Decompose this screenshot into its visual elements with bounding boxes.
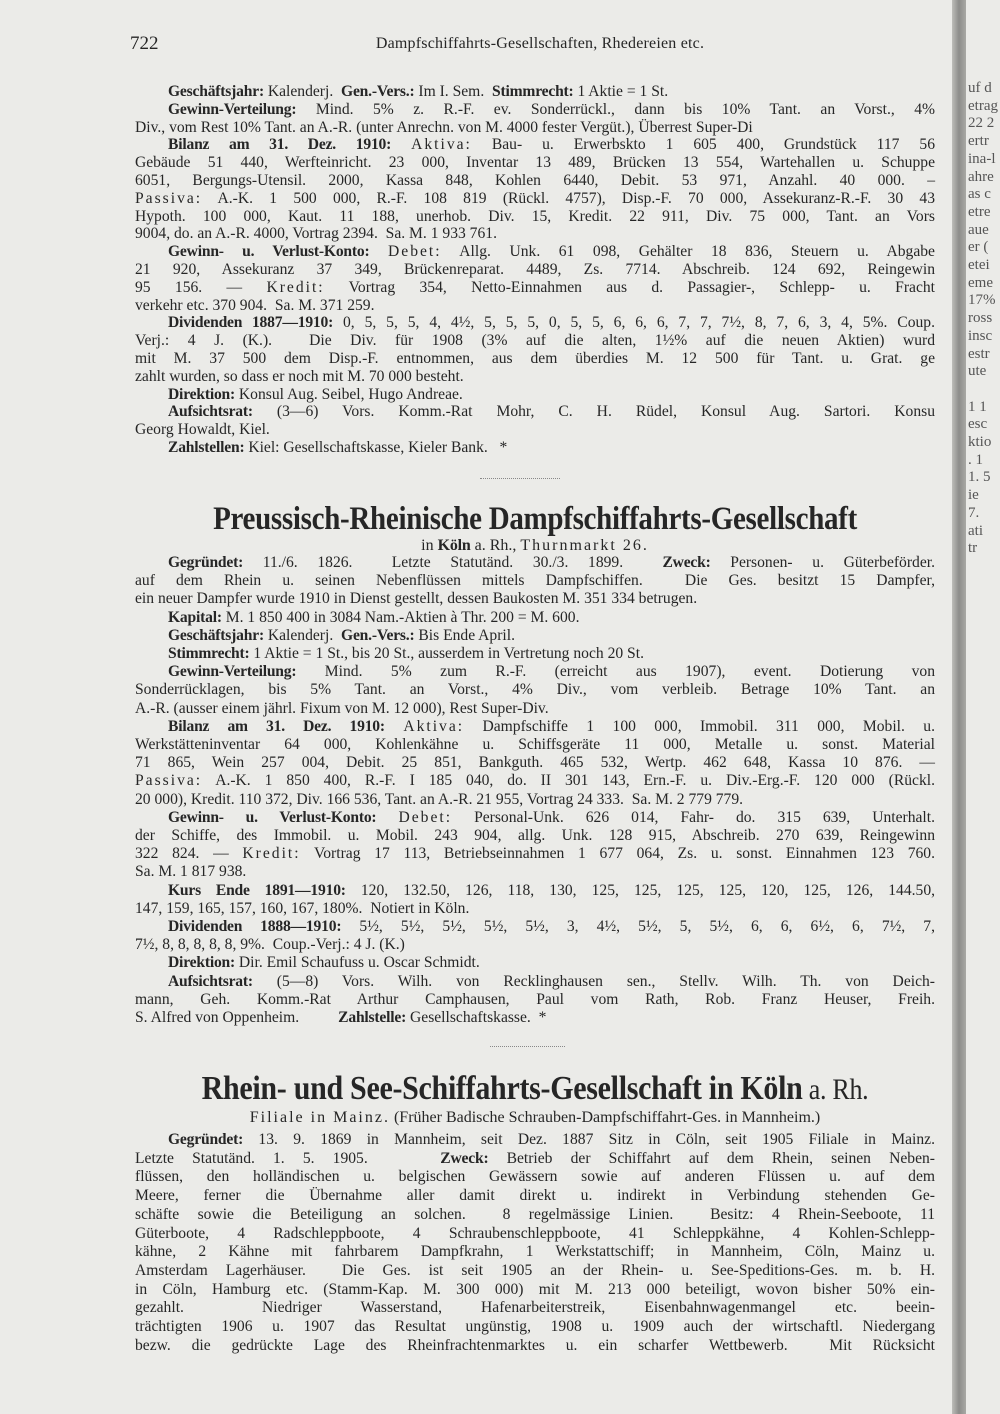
text-run: schäfte sowie die Beteiligung an solchen. 8 regelmässige Linien. Besitz: 4 Rhein-Seeboote, 11: [135, 1205, 935, 1223]
text-line: [135, 368, 935, 386]
text-line: [135, 1243, 935, 1262]
paragraph: [135, 645, 935, 663]
paragraph: [135, 809, 935, 882]
text-run: Letzte Statutänd. 1. 5. 1905.: [135, 1149, 441, 1167]
paragraph: [135, 609, 935, 627]
text-line: [135, 136, 935, 154]
text-run: [385, 718, 403, 735]
field-label: Stimmrecht:: [168, 645, 250, 663]
text-line: [135, 845, 935, 863]
text-line: [135, 663, 935, 681]
paragraph: [135, 314, 935, 385]
text-run: Div., vom Rest 10% Tant. an A.-R. (unter Anrechn. von M. 4000 fester Vergüt.), Überrest Super-Di: [135, 118, 753, 136]
text-run: auf dem Rhein u. seinen Nebenflüssen mittels Dampfschiffen. Die Ges. besitzt 15 Dampfer,: [135, 572, 935, 590]
text-run: 147, 159, 165, 157, 160, 167, 180%. Notiert in Köln.: [135, 899, 470, 917]
edge-fragment: 7.: [968, 504, 980, 521]
text-run: Meere, ferner die Übernahme aller damit direkt u. indirekt in Verbindung stehenden Ge-: [135, 1187, 935, 1205]
text-run: mann, Geh. Komm.-Rat Arthur Camphausen, Paul vom Rath, Rob. Franz Heuser, Freih.: [135, 990, 935, 1008]
divider: [490, 1046, 565, 1047]
text-line: [135, 991, 935, 1009]
text-run: 322 824. —: [135, 845, 243, 863]
text-line: [135, 154, 935, 172]
edge-fragment: etre: [968, 203, 991, 220]
text-run: zahlt wurden, so dass er noch mit M. 70 000 besteht.: [135, 367, 464, 385]
paragraph: [135, 1131, 935, 1355]
text-line: [135, 83, 935, 101]
text-line: [135, 918, 935, 936]
field-label: Geschäftsjahr:: [168, 83, 264, 100]
spaced-label: Kredit:: [242, 845, 301, 863]
text-run: Werkstätteninventar 64 000, Kohlenkähne u. Schiffsgeräte 11 000, Metalle u. sonst. Material: [135, 736, 935, 754]
text-run: A.-K. 1 500 000, R.-F. 108 819 (Rückl. 4757), Disp.-F. 70 000, Assekuranz-R.-F. 30 43: [202, 189, 935, 207]
field-label: Gewinn-Verteilung:: [168, 100, 297, 118]
text-run: Gebäude 51 440, Werfteinricht. 23 000, Inventar 13 489, Brücken 13 554, Wartehallen u. Schuppe: [135, 154, 935, 172]
text-run: 7½, 8, 8, 8, 8, 8, 9%. Coup.-Verj.: 4 J. (K.): [135, 936, 405, 954]
text-line: [135, 1131, 935, 1150]
text-line: [135, 1299, 935, 1318]
text-line: [135, 332, 935, 350]
title-main: Rhein- und See-Schiffahrts-Gesellschaft in Köln: [201, 1069, 803, 1107]
edge-fragment: ute: [968, 363, 987, 380]
entry-preussisch-rheinische: [135, 554, 935, 1027]
text-run: der Schiffe, des Immobil. u. Mobil. 243 904, allg. Unk. 128 915, Abschreib. 270 639, Reingewinn: [135, 827, 935, 845]
text-line: [135, 119, 935, 137]
edge-fragment: etrag: [968, 97, 998, 114]
field-label: Stimmrecht:: [492, 83, 574, 100]
text-line: [135, 1337, 935, 1356]
text-run: Betrieb der Schiffahrt auf dem Rhein, seinen Neben-: [488, 1149, 936, 1167]
text-run: [391, 136, 411, 153]
text-run: [376, 809, 398, 826]
edge-fragment: ross: [968, 310, 993, 327]
text-line: [135, 863, 935, 881]
entry-rhein-und-see: [135, 1131, 935, 1355]
text-run: (3—6) Vors. Komm.-Rat Mohr, C. H. Rüdel, Konsul Aug. Sartori. Konsu: [252, 403, 935, 421]
edge-fragment: er (: [968, 239, 989, 256]
field-label: Kurs Ende 1891—1910:: [168, 881, 346, 899]
text-run: 11./6. 1826. Letzte Statutänd. 30./3. 1899.: [243, 554, 663, 571]
subtitle-prefix: in: [421, 537, 438, 554]
paragraph: [135, 718, 935, 809]
text-run: (5—8) Vors. Wilh. von Recklinghausen sen., Stellv. Wilh. Th. von Deich-: [252, 972, 935, 990]
text-line: [135, 386, 935, 404]
text-line: [135, 754, 935, 772]
paragraph: [135, 627, 935, 645]
text-run: 5½, 5½, 5½, 5½, 5½, 3, 4½, 5½, 5, 5½, 6, 6, 6½, 6, 7½, 7,: [341, 918, 936, 936]
text-run: Bis Ende April.: [414, 626, 515, 644]
text-line: [135, 900, 935, 918]
edge-fragment: 1. 5: [968, 469, 991, 486]
entry-subtitle: [135, 1109, 935, 1127]
text-line: [135, 439, 935, 457]
field-label: Gegründet:: [168, 1131, 244, 1148]
text-line: [135, 261, 935, 279]
divider: [480, 478, 560, 479]
text-run: Kiel: Gesellschaftskasse, Kieler Bank. *: [244, 438, 508, 456]
field-label: Aufsichtsrat:: [168, 403, 253, 421]
field-label: Zweck:: [662, 554, 711, 571]
field-label: Direktion:: [168, 954, 236, 972]
text-line: [135, 350, 935, 368]
text-run: bezw. die gedrückte Lage des Rheinfrachtenmarktes u. ein scharfer Wettbewerb. Mit Rücksicht: [135, 1336, 935, 1354]
text-run: 20 000), Kredit. 110 372, Div. 166 536, Tant. an A.-R. 21 955, Vortrag 24 333. Sa. M. 2 779 779.: [135, 790, 744, 808]
text-line: [135, 681, 935, 699]
text-line: [135, 243, 935, 261]
paragraph: [135, 101, 935, 137]
field-label: Gewinn-Verteilung:: [168, 663, 297, 681]
field-label: Gen.-Vers.:: [341, 626, 415, 644]
field-label: Gegründet:: [168, 554, 244, 571]
text-line: [135, 572, 935, 590]
paragraph: [135, 136, 935, 243]
text-line: [135, 1009, 935, 1027]
field-label: Aufsichtsrat:: [168, 972, 253, 990]
spaced-label: Aktiva:: [403, 717, 465, 735]
text-run: flüssen, den holländischen u. belgischen Gewässern sowie auf anderen Flüssen u. auf dem: [135, 1168, 935, 1186]
text-run: 120, 132.50, 126, 118, 130, 125, 125, 125, 125, 120, 125, 126, 144.50,: [345, 881, 936, 899]
text-line: [135, 973, 935, 991]
text-line: [135, 1281, 935, 1300]
edge-fragment: ie: [968, 487, 979, 504]
text-run: Im I. Sem.: [414, 83, 493, 100]
edge-fragment: esc: [968, 416, 988, 433]
text-line: [135, 736, 935, 754]
paragraph: [135, 439, 935, 457]
field-label: Dividenden 1888—1910:: [168, 918, 342, 936]
field-label: Gewinn- u. Verlust-Konto:: [168, 243, 370, 261]
text-run: 1 Aktie = 1 St., bis 20 St., ausserdem in Vertretung noch 20 St.: [249, 645, 644, 663]
text-run: Kalenderj.: [263, 83, 342, 100]
text-line: [135, 1206, 935, 1225]
subtitle-mid: a. Rh.,: [470, 537, 521, 554]
subtitle-city: Köln: [437, 537, 471, 554]
text-run: 71 865, Wein 257 004, Debit. 25 851, Bankguth. 465 532, Wertp. 462 648, Kassa 10 876. —: [135, 754, 935, 772]
text-run: ein neuer Dampfer wurde 1910 in Dienst gestellt, dessen Baukosten M. 351 334 betrugen.: [135, 590, 698, 608]
text-run: 6051, Bergungs-Utensil. 2000, Kassa 848, Kohlen 6440, Debit. 53 971, Anzahl. 40 000. –: [135, 171, 935, 189]
text-line: [135, 827, 935, 845]
text-line: [135, 297, 935, 315]
field-label: Direktion:: [168, 385, 236, 403]
text-run: gezahlt. Niedriger Wasserstand, Hafenarbeiterstreik, Eisenbahnwagenmangel etc. beein-: [135, 1299, 935, 1317]
page-edge-shadow: [952, 0, 966, 1414]
text-line: [135, 225, 935, 243]
edge-fragment: aue: [968, 221, 989, 238]
paragraph: [135, 386, 935, 404]
next-page-fragments: [968, 80, 1000, 558]
edge-fragment: 22 2: [968, 115, 995, 132]
text-line: [135, 101, 935, 119]
entry-subtitle: [135, 537, 935, 555]
text-run: M. 1 850 400 in 3084 Nam.-Aktien à Thr. 200 = M. 600.: [221, 608, 580, 626]
text-line: [135, 1262, 935, 1281]
edge-fragment: ahre: [968, 168, 994, 185]
text-line: [135, 1318, 935, 1337]
text-line: [135, 627, 935, 645]
text-line: [135, 314, 935, 332]
edge-fragment: as c: [968, 186, 991, 203]
text-line: [135, 554, 935, 572]
edge-fragment: 17%: [968, 292, 996, 309]
field-label: Gewinn- u. Verlust-Konto:: [168, 808, 377, 826]
edge-fragment: estr: [968, 345, 990, 362]
field-label: Bilanz am 31. Dez. 1910:: [168, 136, 392, 154]
text-run: Georg Howaldt, Kiel.: [135, 421, 270, 439]
text-line: [135, 882, 935, 900]
text-line: [135, 190, 935, 208]
paragraph: [135, 83, 935, 101]
text-run: Personen- u. Güterbeförder.: [710, 554, 935, 571]
text-line: [135, 718, 935, 736]
text-run: 13. 9. 1869 in Mannheim, seit Dez. 1887 Sitz in Cöln, seit 1905 Filiale in Mainz.: [243, 1131, 935, 1148]
text-run: Hypoth. 100 000, Kaut. 11 188, unerhob. Div. 15, Kredit. 22 911, Div. 75 000, Tant. an Vors: [135, 207, 935, 225]
text-run: kähne, 2 Kähne mit fahrbarem Dampfkrahn, 1 Werkstattschiff; in Mannheim, Cöln, Mainz u.: [135, 1243, 935, 1261]
edge-fragment: eme: [968, 274, 993, 291]
edge-fragment: tr: [968, 540, 978, 557]
page-number: 722: [130, 33, 159, 54]
text-run: Vortrag 354, Netto-Einnahmen aus d. Passagier-, Schlepp- u. Fracht: [324, 278, 935, 296]
text-run: Allg. Unk. 61 098, Gehälter 18 836, Steuern u. Abgabe: [441, 243, 935, 261]
subtitle-former-name: (Früher Badische Schrauben-Dampfschiffahrt-Ges. in Mannheim.): [389, 1109, 821, 1126]
text-run: Bau- u. Erwerbskto 1 605 400, Grundstück 117 56: [471, 136, 935, 154]
paragraph: [135, 663, 935, 718]
spaced-label: Debet:: [398, 808, 453, 826]
field-label: Bilanz am 31. Dez. 1910:: [168, 717, 385, 735]
paragraph: [135, 973, 935, 1028]
field-label: Gen.-Vers.:: [341, 83, 415, 100]
running-title: Dampfschiffahrts-Gesellschaften, Rhedereien etc.: [375, 35, 705, 52]
text-line: [135, 936, 935, 954]
paragraph: [135, 954, 935, 972]
field-label: Zahlstelle:: [338, 1009, 407, 1027]
paragraph: [135, 243, 935, 314]
text-run: Amsterdam Lagerhäuser. Die Ges. ist seit 1905 an der Rhein- u. See-Speditions-Ges. m. b. H.: [135, 1261, 935, 1279]
edge-fragment: ina-l: [968, 150, 996, 167]
edge-fragment: ati: [968, 522, 983, 539]
paragraph: [135, 918, 935, 954]
text-line: [135, 1168, 935, 1187]
subtitle-branch: Filiale in Mainz.: [249, 1109, 390, 1126]
title-suffix: a. Rh.: [802, 1073, 869, 1106]
text-run: Sonderrücklagen, bis 5% Tant. an Vorst., 4% Div., vom verbleib. Betrage 10% Tant. an: [135, 681, 935, 699]
field-label: Dividenden 1887—1910:: [168, 314, 334, 332]
edge-fragment: 1 1: [968, 398, 987, 415]
field-label: Kapital:: [168, 608, 222, 626]
paragraph: [135, 403, 935, 439]
edge-fragment: uf d: [968, 80, 992, 96]
entry-title-rhein-und-see: [135, 1070, 935, 1108]
field-label: Zahlstellen:: [168, 438, 245, 456]
edge-fragment: . 1: [968, 451, 983, 468]
edge-fragment: [968, 381, 1000, 399]
spaced-label: Aktiva:: [411, 136, 472, 154]
text-line: [135, 279, 935, 297]
edge-fragment: ertr: [968, 133, 989, 150]
text-run: Dir. Emil Schaufuss u. Oscar Schmidt.: [235, 954, 480, 972]
text-line: [135, 700, 935, 718]
text-line: [135, 421, 935, 439]
paragraph: [135, 882, 935, 918]
edge-fragment: insc: [968, 327, 993, 344]
text-run: trächtigten 1906 u. 1907 das Resultat ungünstig, 1908 u. 1909 auch der wirtschaftl. Niedergang: [135, 1318, 935, 1336]
text-line: [135, 1150, 935, 1169]
text-run: Vortrag 17 113, Betriebseinnahmen 1 677 064, Zs. u. sonst. Einnahmen 123 760.: [300, 845, 936, 863]
paragraph: [135, 554, 935, 609]
text-line: [135, 809, 935, 827]
text-line: [135, 772, 935, 790]
text-run: [369, 243, 388, 260]
text-run: 95 156. —: [135, 278, 267, 296]
entry-kiel-company: [135, 83, 935, 457]
text-line: [135, 403, 935, 421]
entry-title-preussisch-rheinische: Preussisch-Rheinische Dampfschiffahrts-Gesellschaft: [213, 501, 857, 537]
spaced-label: Passiva:: [135, 772, 203, 790]
field-label: Geschäftsjahr:: [168, 626, 264, 644]
text-line: [135, 208, 935, 226]
text-run: Gesellschaftskasse. *: [406, 1009, 547, 1027]
edge-fragment: ktio: [968, 434, 992, 451]
text-run: Dampfschiffe 1 100 000, Immobil. 311 000, Mobil. u.: [464, 717, 935, 735]
text-run: 9004, do. an A.-R. 4000, Vortrag 2394. Sa. M. 1 933 761.: [135, 225, 497, 243]
subtitle-street: Thurnmarkt 26.: [520, 537, 649, 554]
text-run: Personal-Unk. 626 014, Fahr- do. 315 639, Unterhalt.: [452, 808, 935, 826]
text-line: [135, 609, 935, 627]
text-run: Güterboote, 4 Radschleppboote, 4 Schraubenschleppboote, 41 Schleppkähne, 4 Kohlen-Schlepp-: [135, 1224, 935, 1242]
text-run: S. Alfred von Oppenheim.: [135, 1009, 339, 1027]
edge-fragment: etei: [968, 257, 990, 274]
text-run: Konsul Aug. Seibel, Hugo Andreae.: [235, 385, 463, 403]
text-line: [135, 954, 935, 972]
text-run: A.-K. 1 850 400, R.-F. I 185 040, do. II 301 143, Ern.-F. u. Div.-Erg.-F. 120 000 (Rückl.: [202, 772, 935, 790]
text-line: [135, 1225, 935, 1244]
text-line: [135, 590, 935, 608]
text-run: Mind. 5% z. R.-F. ev. Sonderrückl., dann bis 10% Tant. an Vorst., 4%: [296, 100, 935, 118]
text-run: 0, 5, 5, 5, 4, 4½, 5, 5, 5, 0, 5, 5, 6, 6, 6, 7, 7, 7½, 8, 7, 6, 3, 4, 5%. Coup.: [333, 314, 935, 332]
spaced-label: Debet:: [388, 243, 442, 261]
text-run: in Cöln, Hamburg etc. (Stamm-Kap. M. 300 000) mit M. 213 000 beteiligt, wovon bisher 50% ein-: [135, 1280, 935, 1298]
text-line: [135, 645, 935, 663]
spaced-label: Kredit:: [266, 278, 325, 296]
text-run: 1 Aktie = 1 St.: [573, 83, 669, 100]
text-run: verkehr etc. 370 904. Sa. M. 371 259.: [135, 296, 375, 314]
text-run: mit M. 37 500 dem Disp.-F. entnommen, aus dem überdies M. 12 500 für Tant. u. Grat. ge: [135, 349, 935, 367]
text-line: [135, 172, 935, 190]
text-run: 21 920, Assekuranz 37 349, Brückenreparat. 4489, Zs. 7714. Abschreib. 124 692, Reingewin: [135, 260, 935, 278]
text-line: [135, 1187, 935, 1206]
text-run: Mind. 5% zum R.-F. (erreicht aus 1907), event. Dotierung von: [296, 663, 935, 681]
text-line: [135, 791, 935, 809]
field-label: Zweck:: [440, 1149, 489, 1167]
text-run: Sa. M. 1 817 938.: [135, 863, 247, 881]
text-run: Kalenderj.: [263, 626, 342, 644]
spaced-label: Passiva:: [135, 189, 203, 207]
text-run: A.-R. (ausser einem jährl. Fixum von M. 12 000), Rest Super-Div.: [135, 699, 549, 717]
text-run: Verj.: 4 J. (K.). Die Div. für 1908 (3% auf die alten, 1½% auf die neuen Aktien) wurd: [135, 332, 935, 350]
